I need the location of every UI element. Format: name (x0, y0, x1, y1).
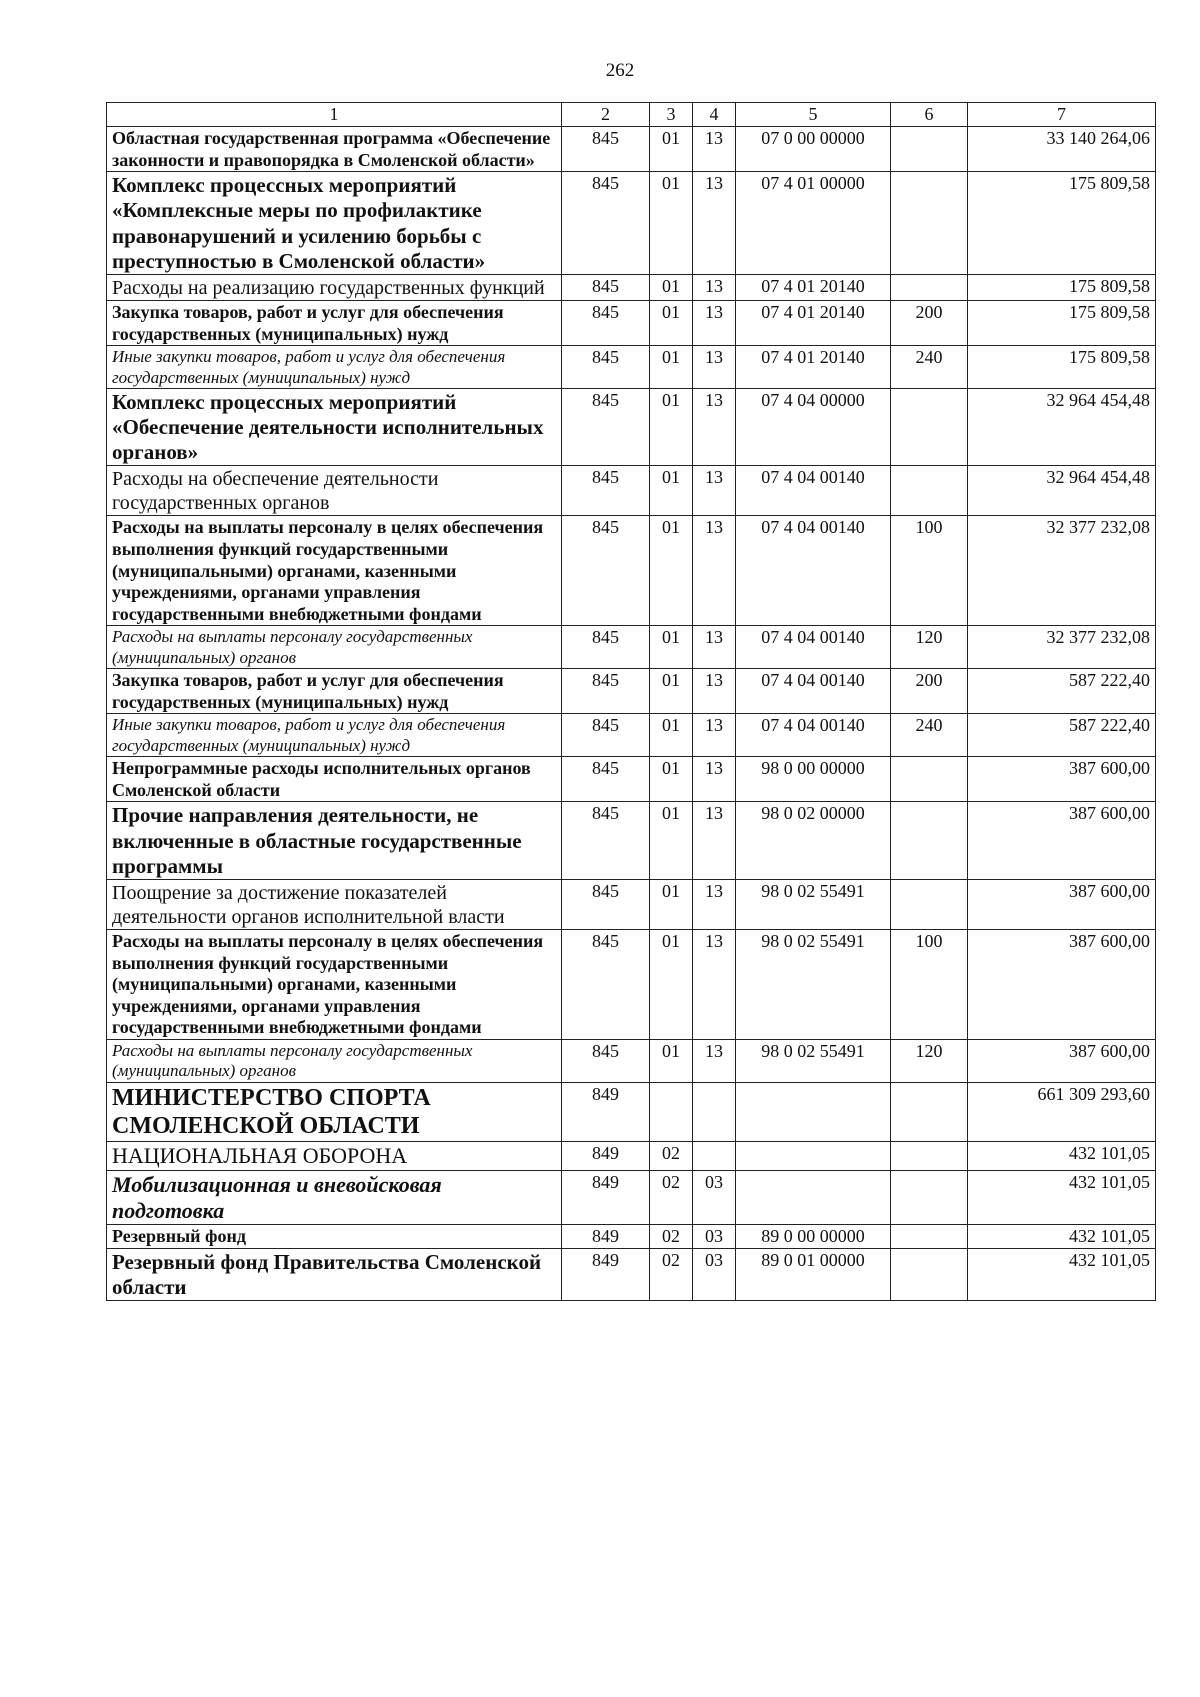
subsection-code-cell: 13 (693, 466, 736, 516)
table-row (107, 714, 1156, 757)
target-article-cell: 07 4 01 20140 (736, 300, 891, 345)
ministry-code-cell: 845 (562, 172, 650, 275)
ministry-code-cell: 845 (562, 516, 650, 626)
expense-name-cell: Расходы на выплаты персоналу в целях обеспечения выполнения функций государственными (муниципальными) органами, казенными учреждениями, органами управления государственными внебюджетными фондами (107, 516, 562, 626)
section-code-cell: 01 (650, 757, 693, 802)
amount-cell: 432 101,05 (968, 1142, 1156, 1170)
subsection-code-cell: 13 (693, 127, 736, 172)
expense-name-cell: Областная государственная программа «Обеспечение законности и правопорядка в Смоленской области» (107, 127, 562, 172)
ministry-code-cell: 849 (562, 1225, 650, 1249)
section-code-cell: 01 (650, 626, 693, 669)
expense-type-cell: 240 (891, 714, 968, 757)
table-row (107, 127, 1156, 172)
table-row (107, 1225, 1156, 1249)
expense-name-cell: Иные закупки товаров, работ и услуг для обеспечения государственных (муниципальных) нужд (107, 714, 562, 757)
budget-table (106, 102, 1156, 1301)
table-row (107, 1082, 1156, 1142)
target-article-cell: 89 0 01 00000 (736, 1249, 891, 1301)
ministry-code-cell: 849 (562, 1142, 650, 1170)
amount-cell: 175 809,58 (968, 346, 1156, 389)
target-article-cell: 07 4 04 00140 (736, 626, 891, 669)
page-number: 262 (605, 60, 635, 81)
expense-name-cell: Непрограммные расходы исполнительных органов Смоленской области (107, 757, 562, 802)
table-row (107, 300, 1156, 345)
ministry-code-cell: 845 (562, 300, 650, 345)
expense-type-cell (891, 1225, 968, 1249)
subsection-code-cell: 03 (693, 1249, 736, 1301)
subsection-code-cell: 03 (693, 1225, 736, 1249)
expense-type-cell (891, 1249, 968, 1301)
expense-name-cell: Расходы на выплаты персоналу государственных (муниципальных) органов (107, 1039, 562, 1082)
expense-name-cell: Закупка товаров, работ и услуг для обеспечения государственных (муниципальных) нужд (107, 669, 562, 714)
table-row (107, 466, 1156, 516)
amount-cell: 32 377 232,08 (968, 626, 1156, 669)
section-code-cell: 01 (650, 127, 693, 172)
table-row (107, 626, 1156, 669)
amount-cell: 387 600,00 (968, 879, 1156, 929)
amount-cell: 387 600,00 (968, 929, 1156, 1039)
table-row (107, 516, 1156, 626)
ministry-code-cell: 845 (562, 879, 650, 929)
ministry-code-cell: 849 (562, 1082, 650, 1142)
subsection-code-cell: 13 (693, 516, 736, 626)
expense-type-cell (891, 388, 968, 466)
expense-type-cell (891, 1082, 968, 1142)
expense-type-cell (891, 1170, 968, 1225)
target-article-cell: 98 0 02 55491 (736, 879, 891, 929)
section-code-cell: 02 (650, 1170, 693, 1225)
amount-cell: 33 140 264,06 (968, 127, 1156, 172)
ministry-code-cell: 845 (562, 626, 650, 669)
subsection-code-cell (693, 1142, 736, 1170)
ministry-code-cell: 845 (562, 714, 650, 757)
section-code-cell: 01 (650, 1039, 693, 1082)
expense-type-cell (891, 274, 968, 300)
column-number-6: 6 (891, 103, 968, 127)
expense-type-cell: 200 (891, 669, 968, 714)
section-code-cell: 01 (650, 172, 693, 275)
table-row (107, 1170, 1156, 1225)
expense-name-cell: Расходы на выплаты персоналу государственных (муниципальных) органов (107, 626, 562, 669)
expense-type-cell (891, 1142, 968, 1170)
target-article-cell: 07 4 04 00000 (736, 388, 891, 466)
amount-cell: 587 222,40 (968, 669, 1156, 714)
subsection-code-cell: 13 (693, 274, 736, 300)
target-article-cell: 07 4 01 00000 (736, 172, 891, 275)
amount-cell: 661 309 293,60 (968, 1082, 1156, 1142)
expense-type-cell (891, 466, 968, 516)
ministry-code-cell: 845 (562, 669, 650, 714)
column-number-3: 3 (650, 103, 693, 127)
amount-cell: 432 101,05 (968, 1170, 1156, 1225)
column-number-5: 5 (736, 103, 891, 127)
expense-type-cell: 100 (891, 516, 968, 626)
section-code-cell: 02 (650, 1249, 693, 1301)
amount-cell: 175 809,58 (968, 274, 1156, 300)
ministry-code-cell: 845 (562, 802, 650, 880)
target-article-cell: 98 0 00 00000 (736, 757, 891, 802)
amount-cell: 387 600,00 (968, 757, 1156, 802)
ministry-code-cell: 845 (562, 346, 650, 389)
expense-type-cell (891, 757, 968, 802)
table-row (107, 879, 1156, 929)
amount-cell: 32 964 454,48 (968, 388, 1156, 466)
subsection-code-cell: 13 (693, 802, 736, 880)
expense-name-cell: Расходы на обеспечение деятельности государственных органов (107, 466, 562, 516)
expense-name-cell: Прочие направления деятельности, не включенные в областные государственные программы (107, 802, 562, 880)
ministry-code-cell: 845 (562, 757, 650, 802)
subsection-code-cell: 13 (693, 388, 736, 466)
expense-type-cell: 240 (891, 346, 968, 389)
column-number-2: 2 (562, 103, 650, 127)
section-code-cell: 01 (650, 802, 693, 880)
table-row (107, 757, 1156, 802)
expense-name-cell: Расходы на реализацию государственных функций (107, 274, 562, 300)
expense-name-cell: Резервный фонд Правительства Смоленской области (107, 1249, 562, 1301)
amount-cell: 432 101,05 (968, 1249, 1156, 1301)
expense-type-cell: 100 (891, 929, 968, 1039)
table-row (107, 346, 1156, 389)
subsection-code-cell: 13 (693, 1039, 736, 1082)
target-article-cell: 07 4 04 00140 (736, 714, 891, 757)
column-number-7: 7 (968, 103, 1156, 127)
amount-cell: 387 600,00 (968, 802, 1156, 880)
expense-name-cell: Мобилизационная и вневойсковая подготовка (107, 1170, 562, 1225)
table-row (107, 1142, 1156, 1170)
expense-name-cell: НАЦИОНАЛЬНАЯ ОБОРОНА (107, 1142, 562, 1170)
target-article-cell: 98 0 02 55491 (736, 1039, 891, 1082)
expense-type-cell: 120 (891, 626, 968, 669)
ministry-code-cell: 845 (562, 127, 650, 172)
subsection-code-cell: 13 (693, 300, 736, 345)
section-code-cell: 01 (650, 879, 693, 929)
ministry-code-cell: 845 (562, 274, 650, 300)
subsection-code-cell: 13 (693, 714, 736, 757)
expense-type-cell (891, 172, 968, 275)
expense-name-cell: Закупка товаров, работ и услуг для обеспечения государственных (муниципальных) нужд (107, 300, 562, 345)
table-row (107, 929, 1156, 1039)
subsection-code-cell: 13 (693, 929, 736, 1039)
subsection-code-cell: 13 (693, 346, 736, 389)
column-number-1: 1 (107, 103, 562, 127)
target-article-cell: 98 0 02 55491 (736, 929, 891, 1039)
expense-name-cell: МИНИСТЕРСТВО СПОРТА СМОЛЕНСКОЙ ОБЛАСТИ (107, 1082, 562, 1142)
table-row (107, 172, 1156, 275)
target-article-cell (736, 1142, 891, 1170)
subsection-code-cell: 13 (693, 669, 736, 714)
column-number-header-row (107, 103, 1156, 127)
expense-name-cell: Комплекс процессных мероприятий «Обеспечение деятельности исполнительных органов» (107, 388, 562, 466)
expense-name-cell: Поощрение за достижение показателей деятельности органов исполнительной власти (107, 879, 562, 929)
expense-type-cell: 120 (891, 1039, 968, 1082)
amount-cell: 32 377 232,08 (968, 516, 1156, 626)
section-code-cell: 02 (650, 1142, 693, 1170)
expense-type-cell (891, 127, 968, 172)
section-code-cell: 01 (650, 388, 693, 466)
ministry-code-cell: 845 (562, 388, 650, 466)
amount-cell: 587 222,40 (968, 714, 1156, 757)
ministry-code-cell: 849 (562, 1249, 650, 1301)
table-row (107, 802, 1156, 880)
ministry-code-cell: 845 (562, 1039, 650, 1082)
expense-type-cell (891, 802, 968, 880)
amount-cell: 175 809,58 (968, 172, 1156, 275)
section-code-cell: 01 (650, 669, 693, 714)
subsection-code-cell: 13 (693, 879, 736, 929)
expense-name-cell: Иные закупки товаров, работ и услуг для обеспечения государственных (муниципальных) нужд (107, 346, 562, 389)
target-article-cell (736, 1082, 891, 1142)
ministry-code-cell: 845 (562, 466, 650, 516)
column-number-4: 4 (693, 103, 736, 127)
target-article-cell: 07 4 01 20140 (736, 346, 891, 389)
section-code-cell: 02 (650, 1225, 693, 1249)
target-article-cell (736, 1170, 891, 1225)
target-article-cell: 07 4 04 00140 (736, 669, 891, 714)
target-article-cell: 89 0 00 00000 (736, 1225, 891, 1249)
expense-name-cell: Резервный фонд (107, 1225, 562, 1249)
table-row (107, 669, 1156, 714)
expense-name-cell: Расходы на выплаты персоналу в целях обеспечения выполнения функций государственными (муниципальными) органами, казенными учреждениями, органами управления государственными внебюджетными фондами (107, 929, 562, 1039)
table-row (107, 1249, 1156, 1301)
table-row (107, 1039, 1156, 1082)
section-code-cell: 01 (650, 714, 693, 757)
target-article-cell: 07 0 00 00000 (736, 127, 891, 172)
expense-name-cell: Комплекс процессных мероприятий «Комплексные меры по профилактике правонарушений и усилению борьбы с преступностью в Смоленской области» (107, 172, 562, 275)
section-code-cell: 01 (650, 300, 693, 345)
amount-cell: 432 101,05 (968, 1225, 1156, 1249)
section-code-cell: 01 (650, 929, 693, 1039)
ministry-code-cell: 845 (562, 929, 650, 1039)
ministry-code-cell: 849 (562, 1170, 650, 1225)
section-code-cell: 01 (650, 466, 693, 516)
table-row (107, 388, 1156, 466)
target-article-cell: 98 0 02 00000 (736, 802, 891, 880)
amount-cell: 32 964 454,48 (968, 466, 1156, 516)
subsection-code-cell: 13 (693, 172, 736, 275)
expense-type-cell: 200 (891, 300, 968, 345)
expense-type-cell (891, 879, 968, 929)
target-article-cell: 07 4 04 00140 (736, 466, 891, 516)
section-code-cell: 01 (650, 274, 693, 300)
section-code-cell (650, 1082, 693, 1142)
subsection-code-cell (693, 1082, 736, 1142)
section-code-cell: 01 (650, 516, 693, 626)
subsection-code-cell: 03 (693, 1170, 736, 1225)
amount-cell: 387 600,00 (968, 1039, 1156, 1082)
target-article-cell: 07 4 04 00140 (736, 516, 891, 626)
section-code-cell: 01 (650, 346, 693, 389)
table-row (107, 274, 1156, 300)
subsection-code-cell: 13 (693, 626, 736, 669)
target-article-cell: 07 4 01 20140 (736, 274, 891, 300)
subsection-code-cell: 13 (693, 757, 736, 802)
amount-cell: 175 809,58 (968, 300, 1156, 345)
